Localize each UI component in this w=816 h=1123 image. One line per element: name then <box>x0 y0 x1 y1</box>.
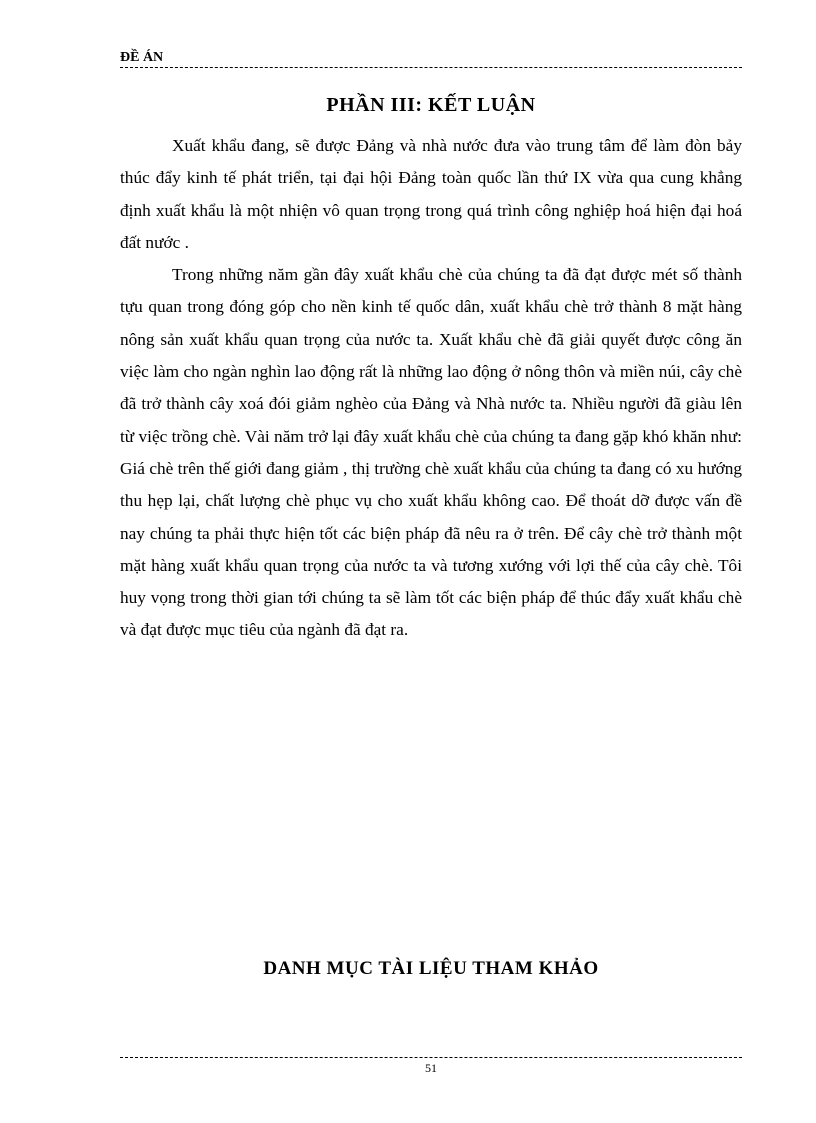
references-title: DANH MỤC TÀI LIỆU THAM KHẢO <box>263 958 599 979</box>
header-divider <box>120 67 742 68</box>
section-title: PHẦN III: KẾT LUẬN <box>326 94 536 116</box>
body-text <box>120 130 742 647</box>
page-number: 51 <box>425 1061 437 1075</box>
paragraph-1: Xuất khẩu đang, sẽ được Đảng và nhà nước đưa vào trung tâm để làm đòn bảy thúc đẩy kinh tế phát triển, tại đại hội Đảng toàn quốc lần thứ IX vừa qua cung khẳng định xuất khẩu là một nhiện vô quan trọng trong quá trình công nghiệp hoá hiện đại hoá đất nước . <box>120 136 742 252</box>
paragraph-2: Trong những năm gần đây xuất khẩu chè của chúng ta đã đạt được mét số thành tựu quan trong đóng góp cho nền kinh tế quốc dân, xuất khẩu chè trở thành 8 mặt hàng nông sản xuất khẩu quan trọng của nước ta. Xuất khẩu chè đã giải quyết được công ăn việc làm cho ngàn nghìn lao động rất là những lao động ở nông thôn và miền núi, cây chè đã trở thành cây xoá đói giảm nghèo của Đảng và Nhà nước ta. Nhiều người đã giàu lên từ việc trồng chè. Vài năm trở lại đây xuất khẩu chè của chúng ta đang gặp khó khăn như: Giá chè trên thế giới đang giảm , thị trường chè xuất khẩu của chúng ta đang có xu hướng thu hẹp lại, chất lượng chè phục vụ cho xuất khẩu không cao. Để thoát dỡ được vấn đề nay chúng ta phải thực hiện tốt các biện pháp đã nêu ra ở trên. Để cây chè trở thành một mặt hàng xuất khẩu quan trọng của nước ta và tương xướng với lợi thế của cây chè. Tôi huy vọng trong thời gian tới chúng ta sẽ làm tốt các biện pháp để thúc đẩy xuất khẩu chè và đạt được mục tiêu của ngành đã đạt ra. <box>120 265 742 640</box>
footer-divider <box>120 1057 742 1058</box>
page-header <box>120 48 742 70</box>
header-title: ĐỀ ÁN <box>120 50 164 65</box>
